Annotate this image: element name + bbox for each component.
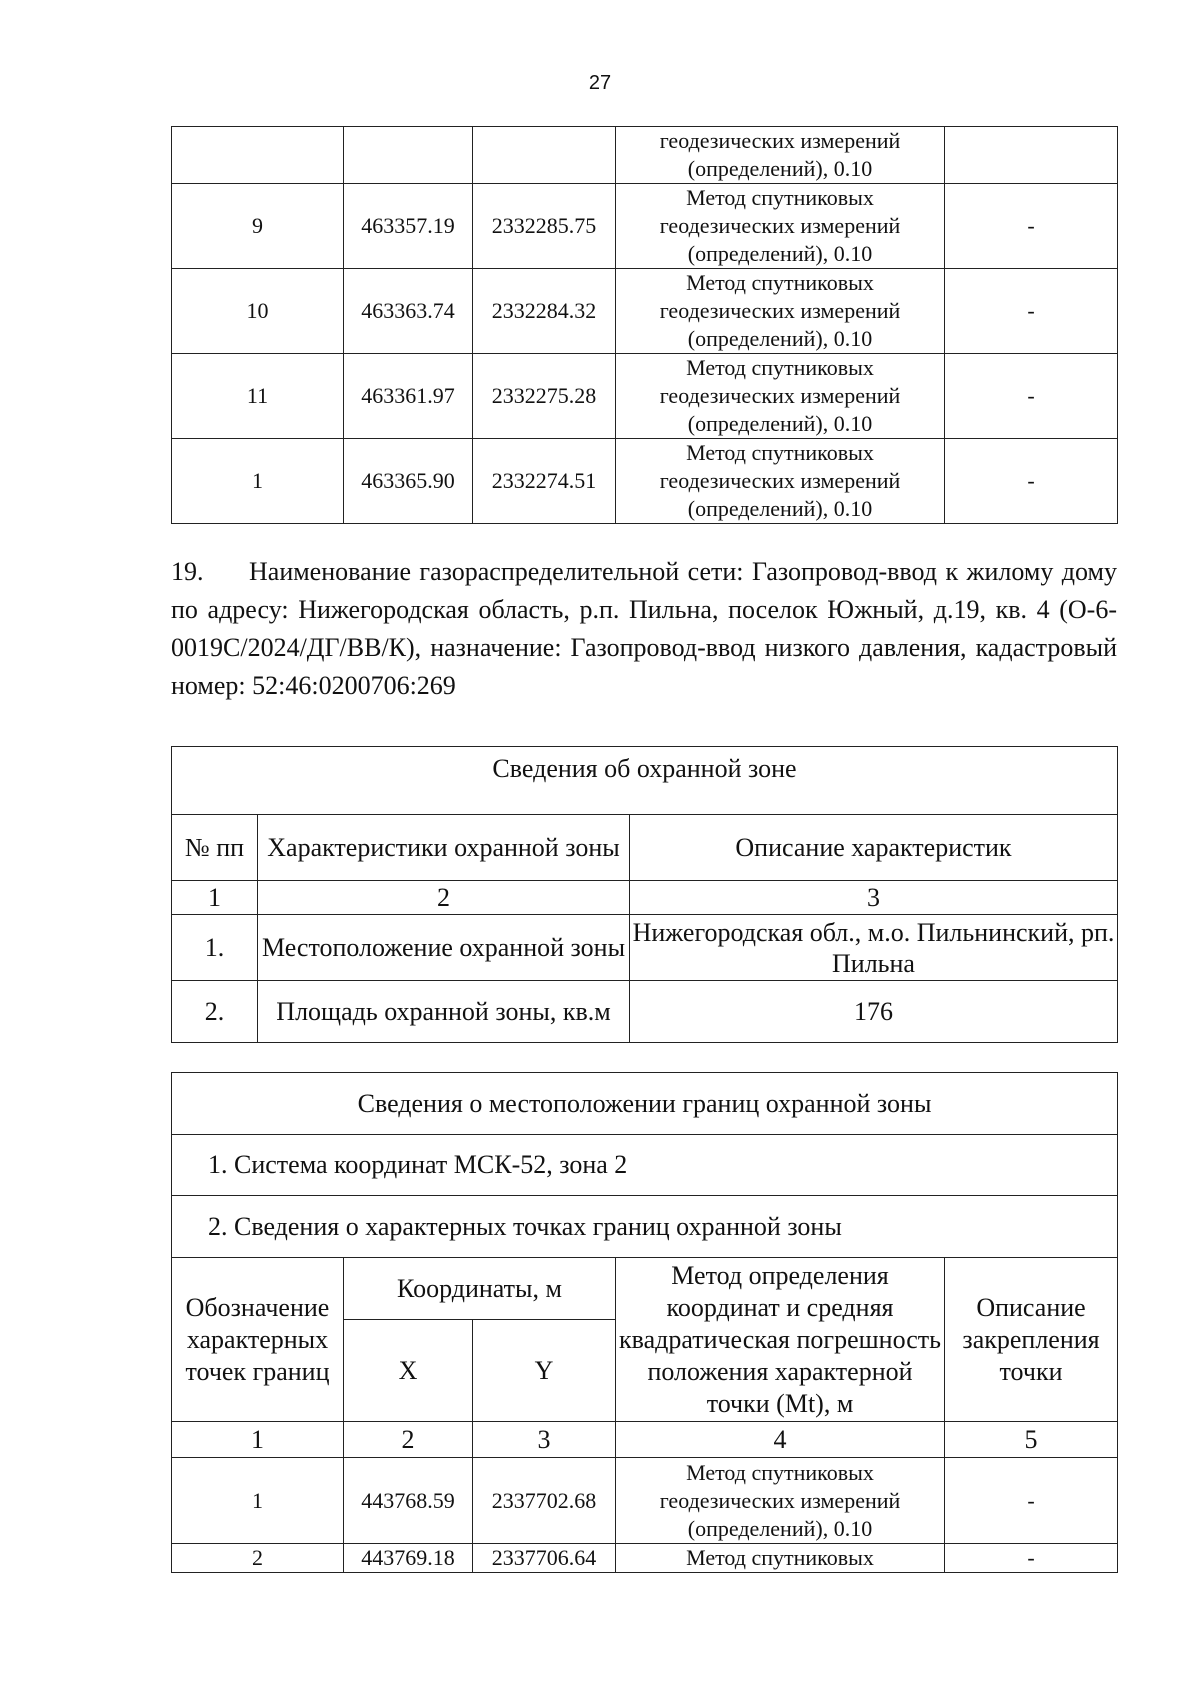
table-row <box>172 915 1118 981</box>
coord-y: 2332274.51 <box>473 439 616 524</box>
coord-x: 463365.90 <box>344 439 473 524</box>
method-cell <box>616 127 945 184</box>
point-number: 9 <box>172 184 344 269</box>
section-text: Наименование газораспределительной сети: Газопровод-ввод к жилому дому по адресу: Нижегородская область, р.п. Пильна, поселок Южный, д.19, кв. 4 (О-6-0019С/2024/ДГ/ВВ/К), назначение: Газопровод-ввод низкого давления, кадастровый номер: 52:46:0200706:269 <box>171 557 1117 700</box>
method-line: Метод спутниковых <box>686 270 874 295</box>
method-cell <box>616 354 945 439</box>
method-line: Метод спутниковых <box>686 1459 874 1485</box>
point-number: 1 <box>172 1458 344 1544</box>
row-characteristic: Местоположение охранной зоны <box>258 915 630 981</box>
fixing-desc: - <box>945 269 1118 354</box>
table-row <box>172 184 1118 269</box>
header-designation: Обозначение характерных точек границ <box>172 1258 344 1422</box>
table-title-row <box>172 1073 1118 1135</box>
header-num: № пп <box>172 815 258 881</box>
coord-x: 463361.97 <box>344 354 473 439</box>
method-line: Метод спутниковых <box>686 440 874 465</box>
fixing-desc <box>945 127 1118 184</box>
page-number: 27 <box>588 72 612 94</box>
method-line: Метод спутниковых <box>686 1545 874 1570</box>
header-description: Описание характеристик <box>630 815 1118 881</box>
col-number: 2 <box>258 881 630 915</box>
col-number: 1 <box>172 1422 344 1458</box>
column-numbers-row <box>172 881 1118 915</box>
row-num: 1. <box>172 915 258 981</box>
coord-system-row <box>172 1135 1118 1196</box>
fixing-desc: - <box>945 354 1118 439</box>
method-line: геодезических измерений <box>659 383 901 408</box>
table-row <box>172 269 1118 354</box>
coord-y: 2332285.75 <box>473 184 616 269</box>
col-number: 5 <box>945 1422 1118 1458</box>
header-coordinates: Координаты, м <box>344 1258 616 1320</box>
section-paragraph <box>171 553 1117 705</box>
fixing-desc: - <box>945 1458 1118 1544</box>
point-number: 2 <box>172 1544 344 1573</box>
row-description: 176 <box>630 981 1118 1043</box>
section-number: 19. <box>171 557 204 586</box>
fixing-desc: - <box>945 184 1118 269</box>
method-cell <box>616 184 945 269</box>
method-cell <box>616 269 945 354</box>
point-number: 1 <box>172 439 344 524</box>
method-line: (определений), 0.10 <box>687 496 873 521</box>
points-title-row <box>172 1196 1118 1258</box>
coord-x <box>344 127 473 184</box>
points-title: 2. Сведения о характерных точках границ охранной зоны <box>172 1196 1118 1258</box>
method-line: (определений), 0.10 <box>687 156 873 181</box>
table-header-row <box>172 1258 1118 1320</box>
zone-info-table <box>171 746 1118 1043</box>
boundary-table <box>171 1072 1118 1573</box>
coord-x: 463363.74 <box>344 269 473 354</box>
coord-x: 443769.18 <box>344 1544 473 1573</box>
method-line: (определений), 0.10 <box>687 411 873 436</box>
coord-y: 2332284.32 <box>473 269 616 354</box>
method-line: геодезических измерений <box>659 298 901 323</box>
coord-x: 463357.19 <box>344 184 473 269</box>
coord-y: 2337706.64 <box>473 1544 616 1573</box>
row-num: 2. <box>172 981 258 1043</box>
coord-x: 443768.59 <box>344 1458 473 1544</box>
method-cell <box>616 1544 945 1573</box>
row-characteristic: Площадь охранной зоны, кв.м <box>258 981 630 1043</box>
fixing-desc: - <box>945 439 1118 524</box>
method-line: геодезических измерений <box>659 1487 901 1513</box>
method-line: (определений), 0.10 <box>687 326 873 351</box>
header-characteristic: Характеристики охранной зоны <box>258 815 630 881</box>
method-line: (определений), 0.10 <box>687 241 873 266</box>
zone-info-title: Сведения об охранной зоне <box>172 747 1118 815</box>
point-number: 10 <box>172 269 344 354</box>
table-title-row <box>172 747 1118 815</box>
method-line: геодезических измерений <box>659 468 901 493</box>
coord-y: 2337702.68 <box>473 1458 616 1544</box>
header-fixing-desc: Описание закрепления точки <box>945 1258 1118 1422</box>
row-description: Нижегородская обл., м.о. Пильнинский, рп. Пильна <box>630 915 1118 981</box>
col-number: 4 <box>616 1422 945 1458</box>
col-number: 1 <box>172 881 258 915</box>
coord-y <box>473 127 616 184</box>
table-row <box>172 1544 1118 1573</box>
method-cell <box>616 1458 945 1544</box>
point-number: 11 <box>172 354 344 439</box>
header-y: Y <box>473 1320 616 1422</box>
method-line: Метод спутниковых <box>686 355 874 380</box>
col-number: 3 <box>473 1422 616 1458</box>
method-line: Метод спутниковых <box>686 185 874 210</box>
column-numbers-row <box>172 1422 1118 1458</box>
coord-y: 2332275.28 <box>473 354 616 439</box>
table-row <box>172 981 1118 1043</box>
method-line: (определений), 0.10 <box>687 1515 873 1541</box>
col-number: 3 <box>630 881 1118 915</box>
table-row <box>172 354 1118 439</box>
boundary-title: Сведения о местоположении границ охранной зоны <box>172 1073 1118 1135</box>
col-number: 2 <box>344 1422 473 1458</box>
fixing-desc: - <box>945 1544 1118 1573</box>
header-method: Метод определения координат и средняя квадратическая погрешность положения характерной точки (Мt), м <box>616 1258 945 1422</box>
table-row <box>172 127 1118 184</box>
point-number <box>172 127 344 184</box>
header-x: X <box>344 1320 473 1422</box>
method-cell <box>616 439 945 524</box>
table-header-row <box>172 815 1118 881</box>
table-row <box>172 1458 1118 1544</box>
method-line: геодезических измерений <box>659 128 901 153</box>
method-line: геодезических измерений <box>659 213 901 238</box>
table-row <box>172 439 1118 524</box>
coord-system: 1. Система координат МСК-52, зона 2 <box>172 1135 1118 1196</box>
coordinates-table-continued <box>171 126 1118 524</box>
